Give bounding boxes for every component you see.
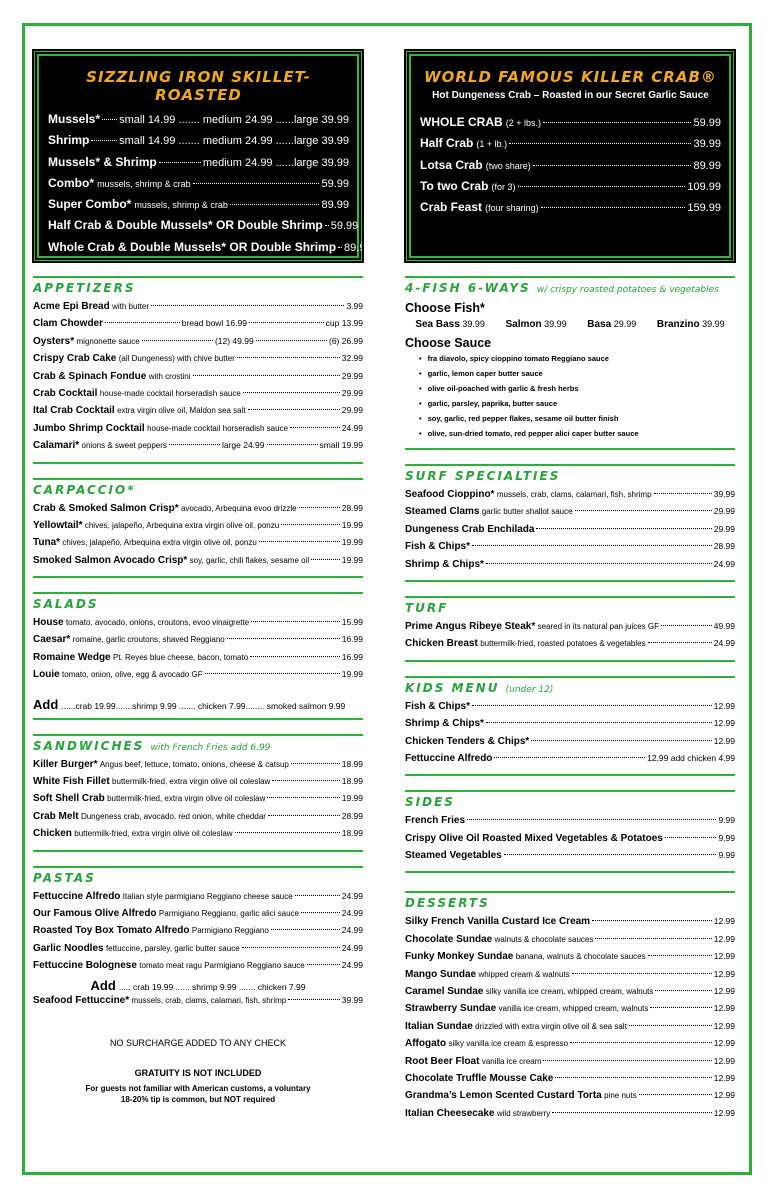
menu-item: Smoked Salmon Avocado Crisp* soy, garlic, chili flakes, sesame oil 19.99 <box>33 554 363 566</box>
killer-crab-item: WHOLE CRAB (2 + lbs.) 59.99 <box>420 115 721 129</box>
sides-heading: SIDES <box>405 790 735 809</box>
sides-section <box>405 790 735 873</box>
fish-option: Sea Bass 39.99 <box>415 319 485 330</box>
menu-item: Garlic Noodles fettuccine, parsley, garlic butter sauce 24.99 <box>33 942 363 954</box>
killer-crab-item: Crab Feast (four sharing) 159.99 <box>420 200 721 215</box>
menu-item: Our Famous Olive Alfredo Parmigiano Reggiano, garlic alici sauce 24.99 <box>33 907 363 919</box>
menu-item: Fettuccine Bolognese tomato meat ragu Parmigiano Reggiano sauce 24.99 <box>33 960 363 972</box>
sauce-options <box>405 354 735 444</box>
surf-section <box>405 464 735 582</box>
killer-crab-box <box>405 50 735 262</box>
menu-item: Fettuccine Alfredo 12.99 add chicken 4.99 <box>405 752 735 764</box>
gratuity-note: GRATUITY IS NOT INCLUDED <box>134 1067 262 1078</box>
salads-add-row <box>33 697 363 714</box>
menu-item: Grandma’s Lemon Scented Custard Torta pine nuts 12.99 <box>405 1090 735 1102</box>
menu-item: Crab & Smoked Salmon Crisp* avocado, Arbequina evoo drizzle 28.99 <box>33 502 363 514</box>
skillet-item: Super Combo* mussels, shrimp & crab 89.99 <box>48 197 349 212</box>
menu-item: Tuna* chives, jalapeño, Arbequina extra virgin olive oil, ponzu 19.99 <box>33 537 363 549</box>
surcharge-note: NO SURCHARGE ADDED TO ANY CHECK <box>109 1037 287 1048</box>
salads-add-label: Add <box>33 696 59 712</box>
menu-item: Fettuccine Alfredo Italian style parmigiano Reggiano cheese sauce 24.99 <box>33 890 363 902</box>
sandwiches-note: with French Fries add 6.99 <box>150 742 271 753</box>
menu-item: Oysters* mignonette sauce (12) 49.99 (6) 26.99 <box>33 335 364 347</box>
menu-item: Yellowtail* chives, jalapeño, Arbequina extra virgin olive oil, ponzu 19.99 <box>33 519 363 531</box>
skillet-box <box>33 50 372 262</box>
fish-section <box>405 276 735 450</box>
menu-item: Caramel Sundae silky vanilla ice cream, whipped cream, walnuts 12.99 <box>405 986 735 998</box>
menu-item: Fish & Chips* 28.99 <box>405 541 735 553</box>
menu-item: Italian Cheesecake wild strawberry 12.99 <box>405 1107 735 1119</box>
menu-item: Jumbo Shrimp Cocktail house-made cocktail horseradish sauce 24.99 <box>33 422 363 434</box>
kids-title: KIDS MENU <box>405 680 500 695</box>
salads-add-text: ......crab 19.99.......shrimp 9.99 ....... chicken 7.99........ smoked salmon 9.99 <box>61 700 346 711</box>
pastas-heading: PASTAS <box>33 866 363 885</box>
desserts-heading: DESSERTS <box>405 891 735 910</box>
menu-item: Root Beer Float vanilla ice cream 12.99 <box>405 1055 735 1067</box>
salads-heading: SALADS <box>33 592 363 611</box>
killer-crab-item: Lotsa Crab (two share) 89.99 <box>420 157 721 172</box>
skillet-item: Combo* mussels, shrimp & crab 59.99 <box>48 175 349 190</box>
appetizers-heading: APPETIZERS <box>33 276 363 295</box>
menu-item: Seafood Cioppino* mussels, crab, clams, calamari, fish, shrimp 39.99 <box>405 489 735 500</box>
menu-item: Crab Melt Dungeness crab, avocado, red onion, white cheddar 28.99 <box>33 810 363 822</box>
sauce-option: • fra diavolo, spicy cioppino tomato Reggiano sauce <box>419 354 735 369</box>
menu-item: Chicken buttermilk-fried, extra virgin olive oil coleslaw 18.99 <box>33 828 363 840</box>
skillet-item: Mussels* & Shrimp medium 24.99 ......large 39.99 <box>48 154 349 169</box>
sauce-option: • olive, sun-dried tomato, red pepper alici caper butter sauce <box>419 429 735 444</box>
killer-crab-item: Half Crab (1 + lb.) 39.99 <box>420 136 721 151</box>
sandwiches-heading <box>33 734 363 753</box>
pastas-add-row <box>33 978 363 995</box>
fish-title: 4-FISH 6-WAYS <box>405 281 531 295</box>
menu-item: Chocolate Sundae walnuts & chocolate sauces 12.99 <box>405 933 735 945</box>
menu-item: White Fish Fillet buttermilk-fried, extra virgin olive oil coleslaw 18.99 <box>33 776 363 788</box>
appetizers-list <box>33 301 363 464</box>
salads-section <box>33 592 363 720</box>
sauce-option: • garlic, parsley, paprika, butter sauce <box>419 399 735 414</box>
sandwiches-section <box>33 734 363 852</box>
carpaccio-section <box>33 478 363 579</box>
salads-body <box>33 617 363 720</box>
menu-item: Louie tomato, onion, olive, egg & avocado GF 19.99 <box>33 669 363 681</box>
menu-item: Shrimp & Chips* 12.99 <box>405 718 735 730</box>
menu-item: Killer Burger* Angus beef, lettuce, tomato, onions, cheese & catsup 18.99 <box>33 758 363 770</box>
tip-note-2: 18-20% tip is common, but NOT required <box>120 1094 276 1104</box>
menu-item: Caesar* romaine, garlic croutons, shaved Reggiano 16.99 <box>33 634 363 646</box>
menu-item: Prime Angus Ribeye Steak* seared in its natural pan juices GF 49.99 <box>405 620 735 632</box>
menu-item: Steamed Vegetables 9.99 <box>405 850 735 862</box>
salads-list <box>33 617 363 687</box>
menu-item: Dungeness Crab Enchilada 29.99 <box>405 523 735 535</box>
pastas-list <box>33 891 363 978</box>
sandwiches-title: SANDWICHES <box>33 738 145 753</box>
sides-list <box>405 815 735 873</box>
pastas-add-label: Add <box>90 977 116 993</box>
sauce-option: • soy, garlic, red pepper flakes, sesame oil butter finish <box>419 414 735 429</box>
choose-sauce-label: Choose Sauce <box>405 336 492 350</box>
fish-options <box>405 319 735 330</box>
menu-item: Acme Epi Bread with butter 3.99 <box>33 301 363 312</box>
menu-item: Chocolate Truffle Mousse Cake 12.99 <box>405 1072 735 1084</box>
menu-item: Crispy Olive Oil Roasted Mixed Vegetables & Potatoes 9.99 <box>405 832 735 844</box>
menu-item: House tomato, avocado, onions, croutons, evoo vinaigrette 15.99 <box>33 617 363 629</box>
fish-option: Salmon 39.99 <box>505 319 567 330</box>
menu-item: Calamari* onions & sweet peppers large 24.99 small 19.99 <box>33 440 364 452</box>
skillet-item: Whole Crab & Double Mussels* OR Double Shrimp 89.99 <box>48 239 372 254</box>
desserts-list <box>405 916 735 1125</box>
turf-list <box>405 621 735 662</box>
fish-option: Basa 29.99 <box>587 319 637 330</box>
menu-item: Chicken Tenders & Chips* 12.99 <box>405 735 735 747</box>
right-column <box>405 50 735 1125</box>
appetizers-section <box>33 276 363 464</box>
pastas-add-text: ..... crab 19.99 ...... shrimp 9.99 ....... chicken 7.99 <box>118 981 306 992</box>
menu-item: Affogato silky vanilla ice cream & espresso 12.99 <box>405 1038 735 1050</box>
sauce-option: • garlic, lemon caper butter sauce <box>419 369 735 384</box>
menu-item: Romaine Wedge Pt. Reyes blue cheese, bacon, tomato 16.99 <box>33 651 363 663</box>
menu-item: Ital Crab Cocktail extra virgin olive oil, Maldon sea salt 29.99 <box>33 405 363 417</box>
killer-crab-list <box>420 115 721 221</box>
desserts-section <box>405 891 735 1125</box>
fish-body <box>405 301 735 450</box>
menu-item: Steamed Clams garlic butter shallot sauce 29.99 <box>405 506 735 518</box>
skillet-item: Shrimp small 14.99 ....... medium 24.99 ......large 39.99 <box>48 133 349 148</box>
sandwiches-list <box>33 759 363 852</box>
pastas-section <box>33 866 363 1012</box>
menu-item: Strawberry Sundae vanilla ice cream, whipped cream, walnuts 12.99 <box>405 1003 735 1015</box>
fish-note: w/ crispy roasted potatoes & vegetables <box>536 285 719 295</box>
carpaccio-heading: CARPACCIO* <box>33 478 363 497</box>
menu-item: Shrimp & Chips* 24.99 <box>405 558 735 570</box>
kids-list <box>405 701 735 777</box>
skillet-item: Mussels* small 14.99 ....... medium 24.99 ......large 39.99 <box>48 112 349 126</box>
menu-item-seafood-fettuccine: Seafood Fettuccine* mussels, crab, clams, calamari, fish, shrimp 39.99 <box>33 994 363 1006</box>
turf-heading: TURF <box>405 596 735 615</box>
menu-item: Crab & Spinach Fondue with crostini 29.99 <box>33 370 363 382</box>
killer-crab-title: WORLD FAMOUS KILLER CRAB® <box>424 68 717 86</box>
kids-section <box>405 676 735 777</box>
fish-heading <box>405 276 735 295</box>
kids-heading <box>405 676 735 695</box>
skillet-title: SIZZLING IRON SKILLET-ROASTED <box>86 68 311 104</box>
skillet-item: Half Crab & Double Mussels* OR Double Shrimp 59.99 <box>48 218 359 233</box>
killer-crab-subtitle: Hot Dungeness Crab – Roasted in our Secret Garlic Sauce <box>432 90 709 101</box>
choose-fish-label: Choose Fish* <box>405 301 485 315</box>
menu-item: French Fries 9.99 <box>405 815 735 827</box>
menu-item: Chicken Breast buttermilk-fried, roasted potatoes & vegetables 24.99 <box>405 638 735 650</box>
skillet-list <box>48 112 372 261</box>
tip-note-1: For guests not familiar with American customs, a voluntary <box>85 1083 311 1093</box>
menu-item: Funky Monkey Sundae banana, walnuts & chocolate sauces 12.99 <box>405 951 735 963</box>
carpaccio-list <box>33 503 363 579</box>
fish-option: Branzino 39.99 <box>656 319 725 330</box>
menu-item: Crab Cocktail house-made cocktail horseradish sauce 29.99 <box>33 387 363 399</box>
menu-item: Mango Sundae whipped cream & walnuts 12.99 <box>405 968 735 980</box>
menu-item: Crispy Crab Cake (all Dungeness) with chive butter 32.99 <box>33 353 363 365</box>
surf-list <box>405 489 735 582</box>
surf-heading: SURF SPECIALTIES <box>405 464 735 483</box>
menu-item: Fish & Chips* 12.99 <box>405 700 735 712</box>
sauce-option: • olive oil-poached with garlic & fresh herbs <box>419 384 735 399</box>
turf-section <box>405 596 735 662</box>
menu-item: Silky French Vanilla Custard Ice Cream 12.99 <box>405 916 735 928</box>
menu-item: Roasted Toy Box Tomato Alfredo Parmigiano Reggiano 24.99 <box>33 925 363 937</box>
killer-crab-item: To two Crab (for 3) 109.99 <box>420 178 721 193</box>
footer-notes <box>33 1038 363 1104</box>
menu-item: Clam Chowder bread bowl 16.99 cup 13.99 <box>33 318 364 330</box>
left-column <box>33 50 372 1108</box>
menu-item: Soft Shell Crab buttermilk-fried, extra virgin olive oil coleslaw 19.99 <box>33 793 363 805</box>
kids-note: (under 12) <box>505 684 554 695</box>
menu-item: Italian Sundae drizzled with extra virgin olive oil & sea salt 12.99 <box>405 1020 735 1032</box>
